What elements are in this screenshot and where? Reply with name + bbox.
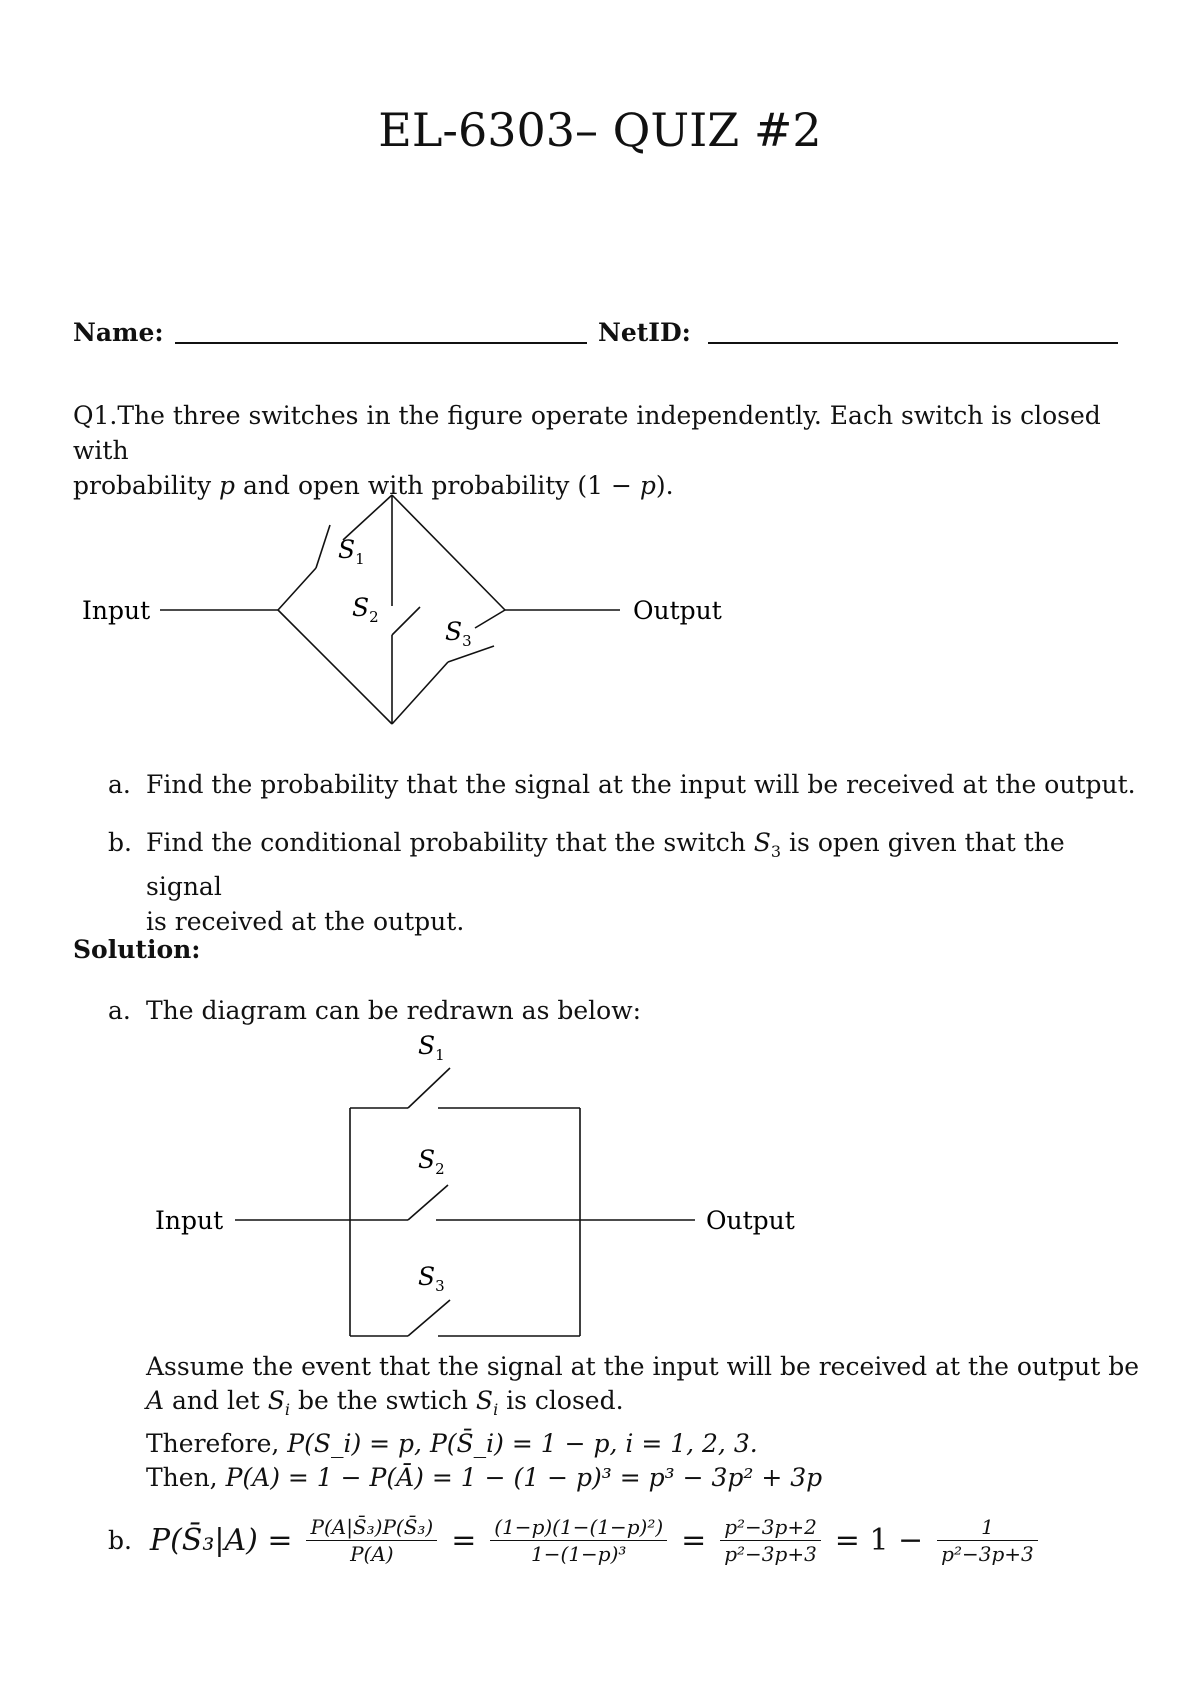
question-b: b. Find the conditional probability that the switch $S_3$ is open given that the signal is received at the output. bbox=[108, 828, 1065, 936]
circuit-diagram-2 bbox=[0, 1030, 820, 1350]
s1-label: $S_1$ bbox=[418, 1031, 445, 1064]
switch-s3-blade bbox=[408, 1300, 450, 1336]
s1-label: $S_1$ bbox=[338, 535, 365, 568]
wire-bottom-left bbox=[278, 610, 392, 724]
solution-b-equation: b. P(S̄₃|A) = $\frac{\text{P(A|S̄₃)P(S̄₃)}}{P(A)}$ = $\frac{\text{(1−p)(1−(1−p)²)}}{\text{1−(1−p)³}}$ = $\frac{\text{p²−3p+2}}{\text{p²−3p+3}}$ = 1 − $\frac{1}{\text{p²−3p+3}}$ bbox=[108, 1515, 1108, 1566]
netid-field[interactable] bbox=[708, 342, 1118, 344]
wire-s3-right bbox=[475, 610, 505, 628]
switch-s1-blade bbox=[316, 525, 330, 568]
wire-s3-left bbox=[392, 662, 448, 724]
s3-label: $S_3$ bbox=[445, 617, 472, 650]
solution-a-intro: a. The diagram can be redrawn as below: bbox=[108, 996, 642, 1025]
circuit-diagram-1 bbox=[0, 480, 760, 740]
netid-label: NetID: bbox=[598, 318, 691, 347]
page-title: EL-6303– QUIZ #2 bbox=[378, 103, 822, 157]
s3-label: $S_3$ bbox=[418, 1262, 445, 1295]
output-label: Output bbox=[706, 1206, 795, 1235]
switch-s1-blade bbox=[408, 1068, 450, 1108]
question-1-text: Q1.The three switches in the figure operate independently. Each switch is closed with probability p and open with probability (1 − p). bbox=[73, 401, 1101, 500]
switch-s2-blade bbox=[392, 607, 420, 635]
name-label: Name: bbox=[73, 318, 164, 347]
switch-s2-blade bbox=[408, 1185, 448, 1220]
s2-label: $S_2$ bbox=[352, 593, 379, 626]
solution-a-text: Assume the event that the signal at the input will be received at the output be A and let $S_i$ be the swtich $S_i$ is closed. Therefore, P(S_i) = p, P(S̄_i) = 1 − p, i = 1, 2, 3. Then, P(A) = 1 − P(Ā) = 1 − (1 − p)³ = p³ − 3p² + 3p bbox=[146, 1352, 1140, 1492]
output-label: Output bbox=[633, 596, 722, 625]
question-a: a. Find the probability that the signal at the input will be received at the output. bbox=[108, 770, 1136, 799]
input-label: Input bbox=[155, 1206, 224, 1235]
wire-top-right bbox=[392, 495, 505, 610]
wire-s1-left bbox=[278, 568, 316, 610]
solution-heading: Solution: bbox=[73, 935, 201, 964]
wire-s1-right bbox=[343, 495, 392, 540]
input-label: Input bbox=[82, 596, 151, 625]
name-field[interactable] bbox=[175, 342, 587, 344]
s2-label: $S_2$ bbox=[418, 1145, 445, 1178]
